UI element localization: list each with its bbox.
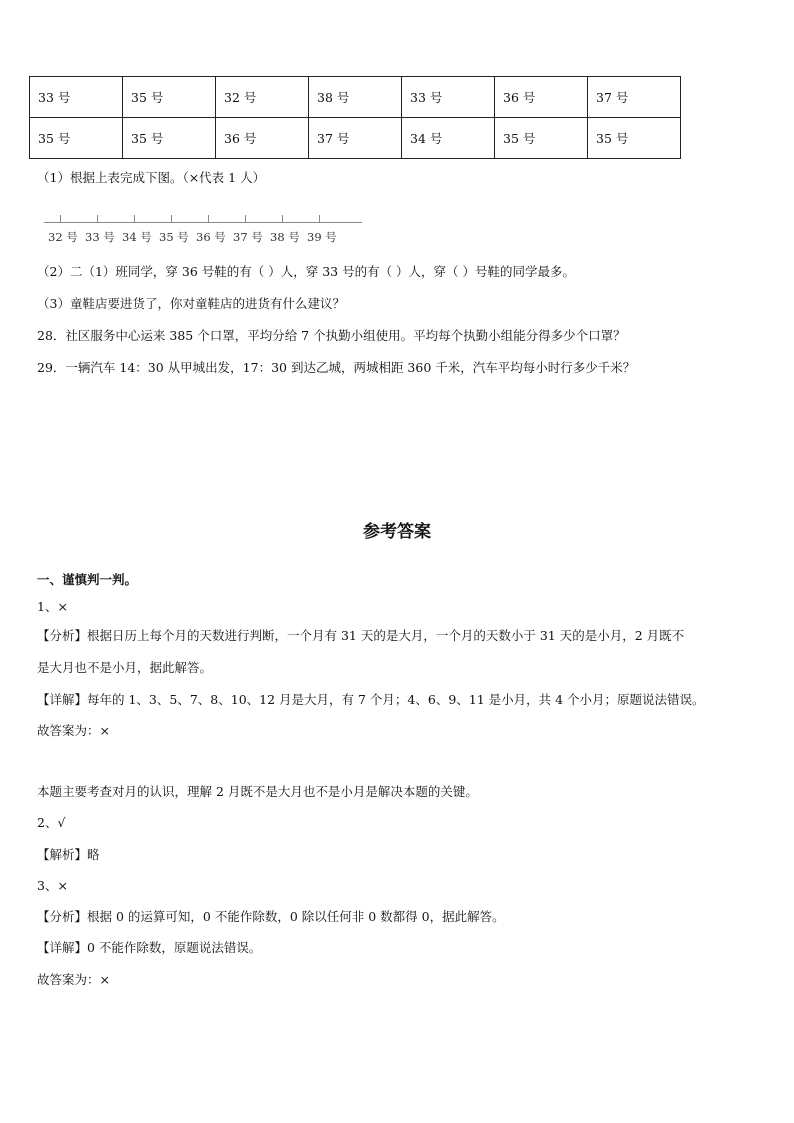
number-line-tick bbox=[134, 215, 135, 222]
shoe-size-table bbox=[29, 76, 681, 159]
number-line-label: 36 号 bbox=[196, 230, 226, 244]
answer-3-detail: 【详解】0 不能作除数，原题说法错误。 bbox=[37, 940, 262, 955]
answer-2-analysis: 【解析】略 bbox=[37, 847, 100, 862]
number-line-label: 39 号 bbox=[307, 230, 337, 244]
number-line-tick bbox=[245, 215, 246, 222]
table-row bbox=[30, 77, 681, 118]
section-heading: 一、谨慎判一判。 bbox=[37, 572, 138, 587]
answer-1: 1、× bbox=[37, 599, 68, 614]
table-cell: 36 号 bbox=[216, 118, 309, 159]
table-cell: 35 号 bbox=[495, 118, 588, 159]
table-cell: 35 号 bbox=[588, 118, 681, 159]
question-29: 29．一辆汽车 14：30 从甲城出发，17：30 到达乙城，两城相距 360 千米，汽车平均每小时行多少千米？ bbox=[37, 360, 636, 375]
number-line-label: 38 号 bbox=[270, 230, 300, 244]
answer-1-summary: 本题主要考查对月的认识，理解 2 月既不是大月也不是小月是解决本题的关键。 bbox=[37, 784, 478, 799]
table-cell: 34 号 bbox=[402, 118, 495, 159]
answer-1-detail: 【详解】每年的 1、3、5、7、8、10、12 月是大月，有 7 个月；4、6、9、11 是小月，共 4 个小月；原题说法错误。 bbox=[37, 692, 705, 707]
table-cell: 33 号 bbox=[30, 77, 123, 118]
number-line-tick bbox=[208, 215, 209, 222]
table-row bbox=[30, 118, 681, 159]
table-cell: 35 号 bbox=[123, 77, 216, 118]
number-line-tick bbox=[97, 215, 98, 222]
answer-1-analysis: 【分析】根据日历上每个月的天数进行判断，一个月有 31 天的是大月，一个月的天数小于 31 天的是小月，2 月既不 bbox=[37, 628, 685, 643]
number-line-tick bbox=[171, 215, 172, 222]
answer-3-final: 故答案为：× bbox=[37, 972, 110, 987]
number-line-label: 35 号 bbox=[159, 230, 189, 244]
number-line-label: 33 号 bbox=[85, 230, 115, 244]
answer-3-analysis: 【分析】根据 0 的运算可知，0 不能作除数，0 除以任何非 0 数都得 0，据此解答。 bbox=[37, 909, 505, 924]
answers-title: 参考答案 bbox=[363, 522, 431, 542]
number-line-tick bbox=[282, 215, 283, 222]
number-line-label: 37 号 bbox=[233, 230, 263, 244]
answer-3: 3、× bbox=[37, 878, 68, 893]
number-line-label: 32 号 bbox=[48, 230, 78, 244]
table-cell: 32 号 bbox=[216, 77, 309, 118]
number-line-label: 34 号 bbox=[122, 230, 152, 244]
number-line bbox=[44, 211, 364, 247]
question-28: 28．社区服务中心运来 385 个口罩，平均分给 7 个执勤小组使用。平均每个执勤小组能分得多少个口罩？ bbox=[37, 328, 626, 343]
question-27-part-2: （2）二（1）班同学，穿 36 号鞋的有（ ）人，穿 33 号的有（ ）人，穿（ ）号鞋的同学最多。 bbox=[37, 264, 576, 279]
table-cell: 36 号 bbox=[495, 77, 588, 118]
table-cell: 37 号 bbox=[309, 118, 402, 159]
table-cell: 33 号 bbox=[402, 77, 495, 118]
number-line-axis bbox=[44, 222, 362, 223]
table-cell: 35 号 bbox=[123, 118, 216, 159]
table-cell: 35 号 bbox=[30, 118, 123, 159]
table-cell: 38 号 bbox=[309, 77, 402, 118]
answer-2: 2、√ bbox=[37, 815, 66, 830]
table-cell: 37 号 bbox=[588, 77, 681, 118]
answer-1-analysis-cont: 是大月也不是小月，据此解答。 bbox=[37, 660, 213, 675]
number-line-tick bbox=[319, 215, 320, 222]
answer-1-final: 故答案为：× bbox=[37, 723, 110, 738]
question-27-part-1: （1）根据上表完成下图。（×代表 1 人） bbox=[37, 170, 266, 185]
number-line-tick bbox=[60, 215, 61, 222]
question-27-part-3: （3）童鞋店要进货了，你对童鞋店的进货有什么建议？ bbox=[37, 296, 345, 311]
